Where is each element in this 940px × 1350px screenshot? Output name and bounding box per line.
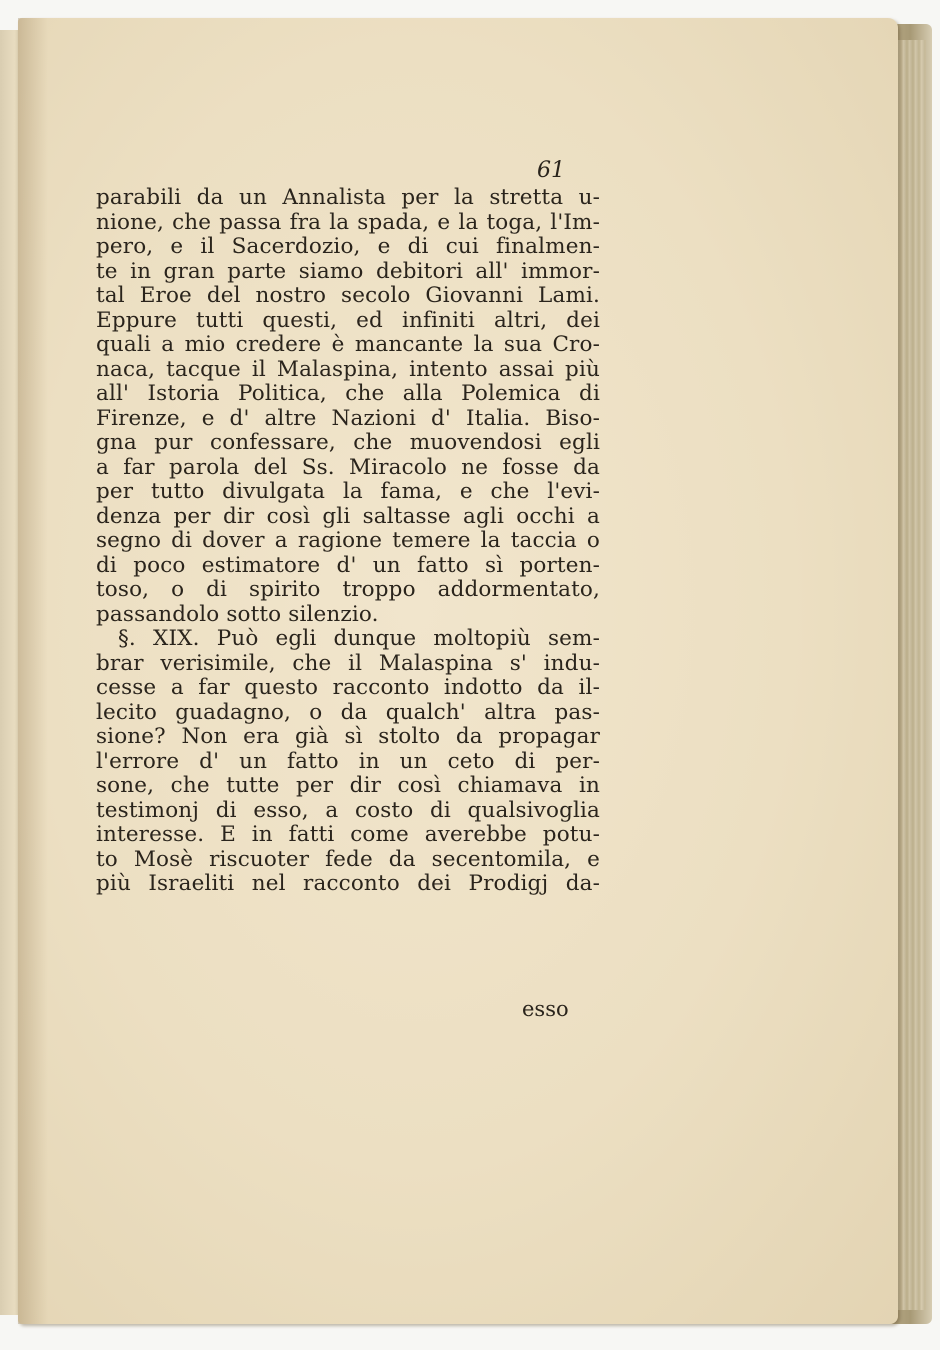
text-line: cesse a far questo racconto indotto da il- [96,676,600,700]
text-line: sione? Non era già sì stolto da propagar [96,725,600,749]
text-line: toso, o di spirito troppo addormentato, [96,578,600,602]
text-line: brar verisimile, che il Malaspina s' indu- [96,651,600,676]
text-line: sone, che tutte per dir così chiamava in [96,774,600,798]
text-line: naca, tacque il Malaspina, intento assai più [96,357,600,382]
text-line: di poco estimatore d' un fatto sì porten- [96,553,600,578]
text-line: passandolo sotto silenzio. [96,602,379,627]
text-line: segno di dover a ragione temere la taccia o [96,529,600,553]
text-line: nione, che passa fra la spada, e la toga, l'Im- [96,210,600,235]
text-line: parabili da un Annalista per la stretta u- [96,186,600,210]
text-line: a far parola del Ss. Miracolo ne fosse da [96,455,600,480]
text-line: all' Istoria Politica, che alla Polemica di [96,382,600,406]
text-line: più Israeliti nel racconto dei Prodigj da- [96,872,600,896]
text-line: Eppure tutti questi, ed infiniti altri, dei [96,308,600,333]
text-line: per tutto divulgata la fama, e che l'evi- [96,480,600,504]
page-number: 61 [537,158,565,183]
text-line: gna pur confessare, che muovendosi egli [96,431,600,455]
text-line: interesse. E in fatti come averebbe potu- [96,823,600,847]
page-stack-texture [898,40,926,1310]
text-line: quali a mio credere è mancante la sua Cro- [96,333,600,357]
text-line: pero, e il Sacerdozio, e di cui finalmen- [96,235,600,259]
gutter-shadow [18,18,48,1324]
text-line: l'errore d' un fatto in un ceto di per- [96,749,600,774]
text-line: denza per dir così gli saltasse agli occhi a [96,504,600,529]
text-line: testimonj di esso, a costo di qualsivoglia [96,798,600,823]
text-line: Firenze, e d' altre Nazioni d' Italia. Biso- [96,406,600,431]
body-text [96,186,600,897]
text-line: te in gran parte siamo debitori all' immor- [96,259,600,284]
catchword: esso [522,997,569,1021]
text-line: tal Eroe del nostro secolo Giovanni Lami. [96,284,600,308]
text-line: lecito guadagno, o da qualch' altra pas- [96,700,600,725]
text-line: to Mosè riscuoter fede da secentomila, e [96,847,600,872]
section-start-line: §. XIX. Può egli dunque moltopiù sem- [118,627,600,651]
